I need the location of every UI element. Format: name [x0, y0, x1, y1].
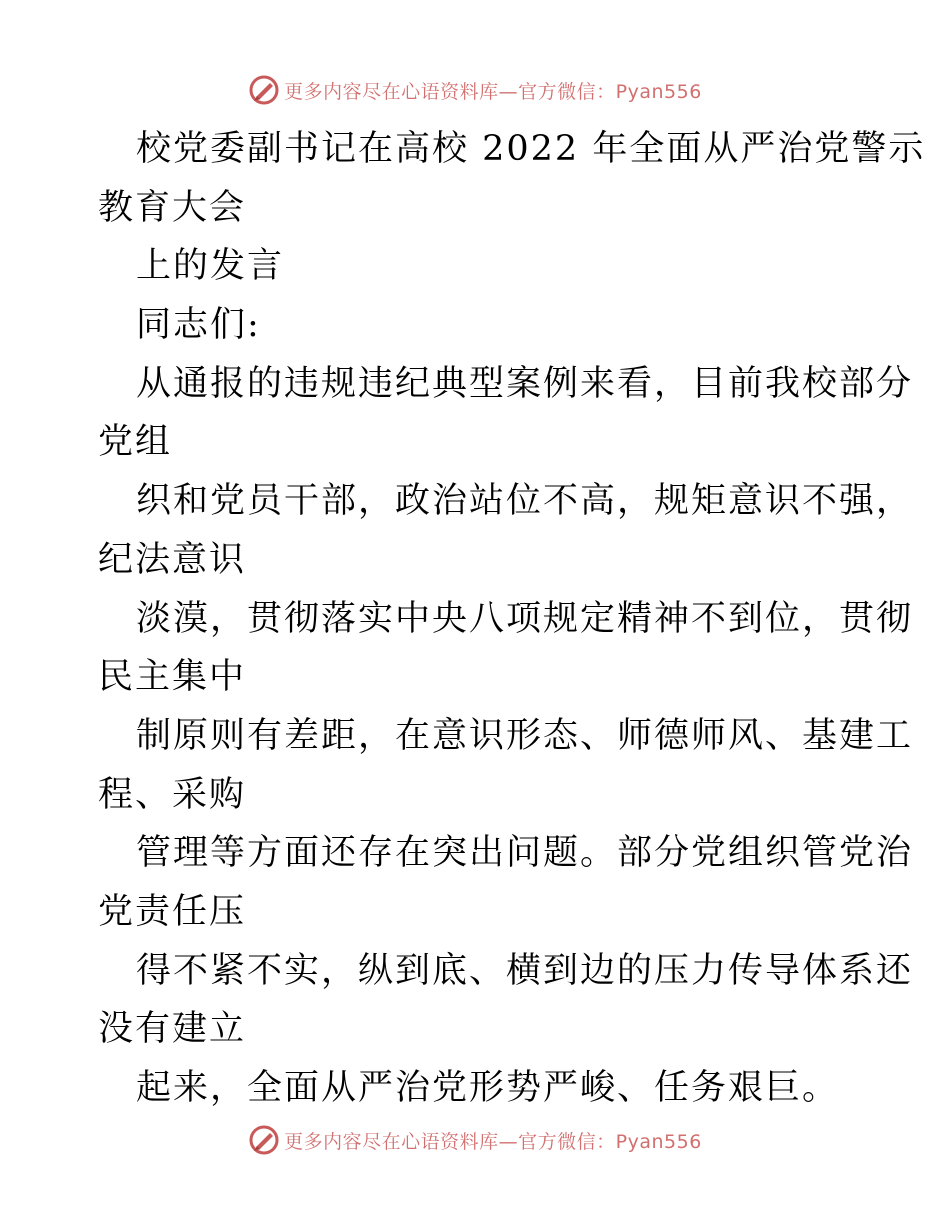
- document-line: 教育大会: [98, 187, 247, 228]
- document-line: 没有建立: [98, 1009, 247, 1050]
- banner-text: 更多内容尽在心语资料库—官方微信：Pyan556: [284, 80, 702, 103]
- footer-banner: [0, 1120, 950, 1160]
- document-line: 纪法意识: [98, 539, 247, 580]
- document-line: 程、采购: [98, 774, 247, 815]
- document-line: 校党委副书记在高校 2022 年全面从严治党警示: [136, 129, 926, 169]
- document-line: 织和党员干部，政治站位不高，规矩意识不强，: [136, 481, 914, 522]
- document-line: 同志们:: [136, 305, 261, 346]
- document-line: 起来，全面从严治党形势严峻、任务艰巨。: [136, 1068, 840, 1108]
- pen-seal-logo-icon: [248, 1124, 280, 1156]
- header-banner: [0, 70, 950, 110]
- banner-text: 更多内容尽在心语资料库—官方微信：Pyan556: [284, 1130, 702, 1153]
- document-line: 民主集中: [98, 657, 247, 698]
- document-line: 党责任压: [98, 891, 247, 932]
- document-line: 制原则有差距，在意识形态、师德师风、基建工: [136, 715, 914, 756]
- document-body: [98, 120, 926, 1118]
- document-line: 从通报的违规违纪典型案例来看，目前我校部分: [136, 363, 914, 404]
- document-line: 上的发言: [136, 246, 285, 287]
- document-line: 管理等方面还存在突出问题。部分党组织管党治: [136, 833, 914, 874]
- document-line: 党组: [98, 422, 173, 463]
- pen-seal-logo-icon: [248, 74, 280, 106]
- document-line: 得不紧不实，纵到底、横到边的压力传导体系还: [136, 950, 914, 991]
- document-line: 淡漠，贯彻落实中央八项规定精神不到位，贯彻: [136, 598, 914, 639]
